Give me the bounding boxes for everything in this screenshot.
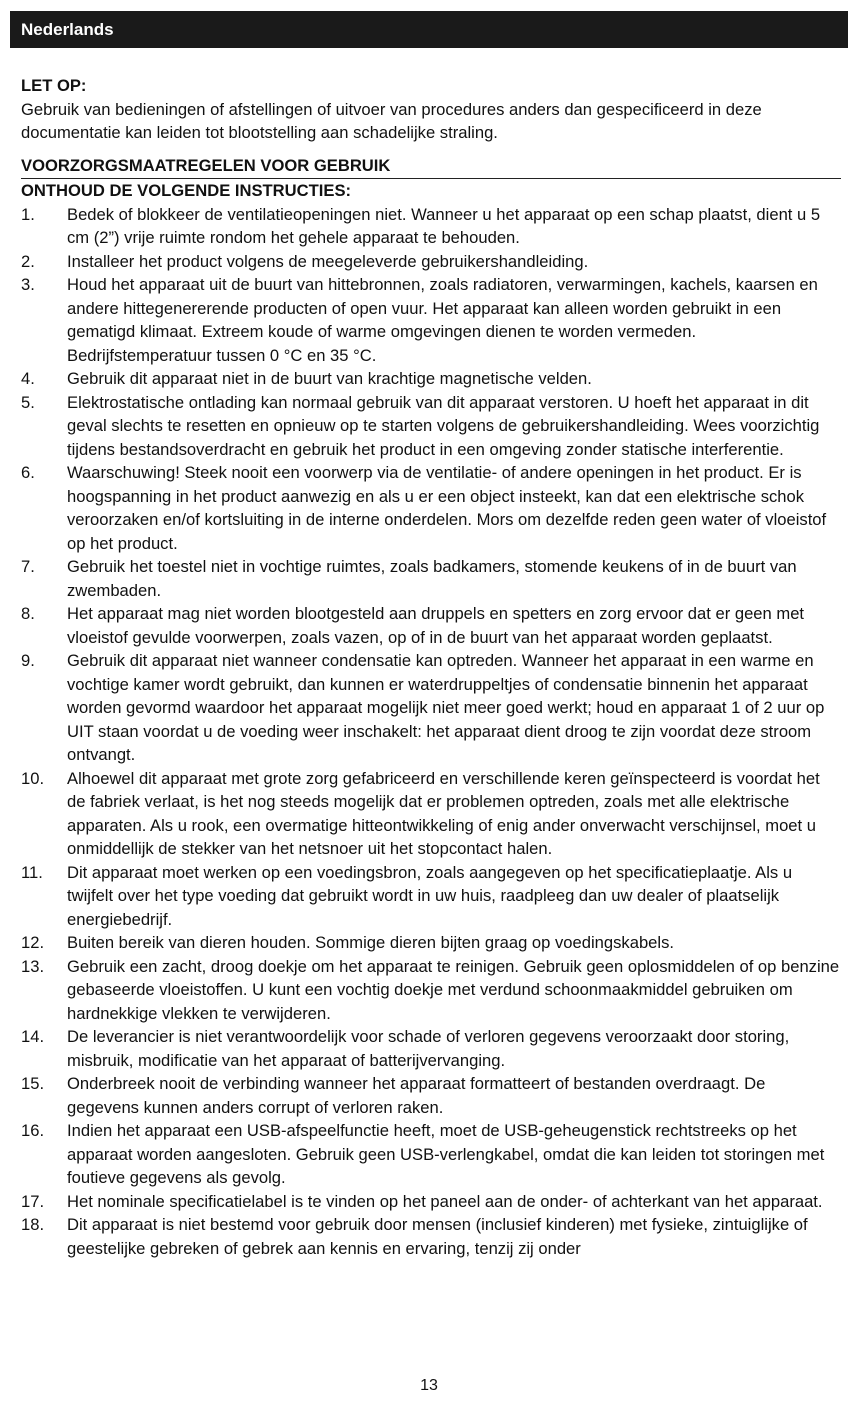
instruction-item: [21, 767, 841, 861]
instruction-item: [21, 1119, 841, 1190]
instruction-item: [21, 250, 841, 274]
language-header-bar: [10, 11, 848, 48]
instruction-text: Installeer het product volgens de meegeleverde gebruikershandleiding.: [67, 251, 589, 271]
instruction-text: Buiten bereik van dieren houden. Sommige dieren bijten graag op voedingskabels.: [67, 933, 674, 952]
instruction-text: Gebruik het toestel niet in vochtige ruimtes, zoals badkamers, stomende keukens of in de buurt van zwembaden.: [67, 557, 797, 600]
instruction-text: Alhoewel dit apparaat met grote zorg gefabriceerd en verschillende keren geïnspecteerd is voordat het de fabriek verlaat, is het nog steeds mogelijk dat er problemen optreden, zoals met alle elektrische apparaten. Als u rook, een overmatige hitteontwikkeling of enig ander onverwacht verschijnsel, moet u onmiddellijk de stekker van het netsnoer uit het stopcontact halen.: [67, 768, 820, 858]
instruction-item: [21, 203, 841, 250]
instruction-item: [21, 1072, 841, 1119]
language-label: Nederlands: [21, 20, 114, 39]
instruction-text: Bedek of blokkeer de ventilatieopeningen niet. Wanneer u het apparaat op een schap plaatst, dient u 5 cm (2”) vrije ruimte rondom het gehele apparaat te behouden.: [67, 204, 821, 247]
instruction-number: 15.: [21, 1074, 45, 1093]
instruction-item: [21, 1025, 841, 1072]
instruction-text: Gebruik dit apparaat niet wanneer condensatie kan optreden. Wanneer het apparaat in een warme en vochtige kamer wordt gebruikt, dan kunnen er waterdruppeltjes of condensatie binnenin het apparaat worden gevormd waardoor het apparaat mogelijk niet meer goed werkt; houd en apparaat 1 of 2 uur op UIT staan voordat u de voeding weer inschakelt: het apparaat dient droog te zijn voordat deze stroom ontvangt.: [67, 651, 825, 764]
instruction-text: Houd het apparaat uit de buurt van hittebronnen, zoals radiatoren, verwarmingen, kachels, kaarsen en andere hittegenererende producten of open vuur. Het apparaat kan alleen worden gebruikt in een gematigd klimaat. Extreem koude of warme omgevingen dienen te worden vermeden. Bedrijfstemperatuur tussen 0 °C en 35 °C.: [67, 275, 818, 365]
instruction-text: Elektrostatische ontlading kan normaal gebruik van dit apparaat verstoren. U hoeft het apparaat in dit geval slechts te resetten en opnieuw op te starten volgens de gebruikershandleiding. Wees voorzichtig tijdens bestandsoverdracht en gebruik het product in een omgeving zonder statische interferentie.: [67, 392, 820, 459]
instruction-number: 11.: [21, 862, 43, 882]
warning-text: Gebruik van bedieningen of afstellingen of uitvoer van procedures anders dan gespecificeerd in deze documentatie kan leiden tot blootstelling aan schadelijke straling.: [21, 99, 762, 142]
instruction-number: 16.: [21, 1121, 45, 1140]
instruction-item: [21, 391, 841, 462]
instruction-number: 12.: [21, 933, 45, 952]
instruction-number: 5.: [21, 392, 35, 412]
instruction-text: Onderbreek nooit de verbinding wanneer het apparaat formatteert of bestanden overdraagt. De gegevens kunnen anders corrupt of verloren raken.: [67, 1074, 766, 1117]
page-number: 13: [420, 1377, 438, 1394]
instruction-text: Het nominale specificatielabel is te vinden op het paneel aan de onder- of achterkant van het apparaat.: [67, 1191, 823, 1211]
instruction-text: Indien het apparaat een USB-afspeelfunctie heeft, moet de USB-geheugenstick rechtstreeks op het apparaat worden aangesloten. Gebruik geen USB-verlengkabel, omdat die kan leiden tot storingen met foutieve gegevens als gevolg.: [67, 1121, 825, 1187]
instruction-item: [21, 273, 841, 367]
instruction-item: [21, 955, 841, 1026]
instruction-item: [21, 649, 841, 767]
instruction-text: Gebruik een zacht, droog doekje om het apparaat te reinigen. Gebruik geen oplosmiddelen of op benzine gebaseerde vloeistoffen. U kunt een vochtig doekje met verdund schoonmaakmiddel gebruiken om hardnekkige vlekken te verwijderen.: [67, 956, 840, 1023]
instruction-item: [21, 861, 841, 932]
instruction-text: Dit apparaat is niet bestemd voor gebruik door mensen (inclusief kinderen) met fysieke, zintuiglijke of geestelijke gebreken of gebrek aan kennis en ervaring, tenzij zij onder: [67, 1215, 808, 1258]
instruction-number: 17.: [21, 1191, 45, 1211]
instruction-number: 8.: [21, 604, 35, 623]
instruction-number: 14.: [21, 1027, 45, 1046]
instruction-number: 13.: [21, 956, 45, 976]
instruction-item: [21, 367, 841, 391]
instruction-text: Het apparaat mag niet worden blootgesteld aan druppels en spetters en zorg ervoor dat er geen met vloeistof gevulde voorwerpen, zoals vazen, op of in de buurt van het apparaat worden geplaatst.: [67, 604, 805, 647]
instruction-item: [21, 461, 841, 555]
instruction-text: Dit apparaat moet werken op een voedingsbron, zoals aangegeven op het specificatieplaatje. Als u twijfelt over het type voeding dat gebruikt wordt in uw huis, raadpleeg dan uw dealer of plaatselijk energiebedrijf.: [67, 862, 793, 929]
instruction-number: 3.: [21, 275, 35, 294]
instruction-text: Waarschuwing! Steek nooit een voorwerp via de ventilatie- of andere openingen in het product. Er is hoogspanning in het product aanwezig en als u er een object insteekt, kan dat een elektrische schok veroorzaken en/of kortsluiting in de interne onderdelen. Mors om dezelfde reden geen water of vloeistof op het product.: [67, 463, 827, 553]
instruction-number: 18.: [21, 1215, 45, 1234]
instruction-number: 2.: [21, 251, 35, 271]
instruction-number: 6.: [21, 463, 35, 482]
instructions-list: [21, 203, 841, 1261]
instruction-text: Gebruik dit apparaat niet in de buurt van krachtige magnetische velden.: [67, 369, 592, 388]
warning-title: LET OP:: [21, 76, 87, 95]
instruction-number: 4.: [21, 369, 35, 388]
instruction-number: 10.: [21, 768, 45, 788]
instruction-item: [21, 602, 841, 649]
instruction-item: [21, 1190, 841, 1214]
instruction-item: [21, 555, 841, 602]
instruction-item: [21, 931, 841, 955]
page-content: [21, 74, 841, 1260]
instruction-number: 7.: [21, 557, 35, 576]
instruction-number: 1.: [21, 204, 35, 224]
section-title: VOORZORGSMAATREGELEN VOOR GEBRUIK: [21, 154, 841, 180]
instruction-text: De leverancier is niet verantwoordelijk voor schade of verloren gegevens veroorzaakt door storing, misbruik, modificatie van het apparaat of batterijvervanging.: [67, 1027, 790, 1070]
instruction-number: 9.: [21, 651, 35, 670]
instruction-item: [21, 1213, 841, 1260]
section-subtitle: ONTHOUD DE VOLGENDE INSTRUCTIES:: [21, 181, 352, 200]
